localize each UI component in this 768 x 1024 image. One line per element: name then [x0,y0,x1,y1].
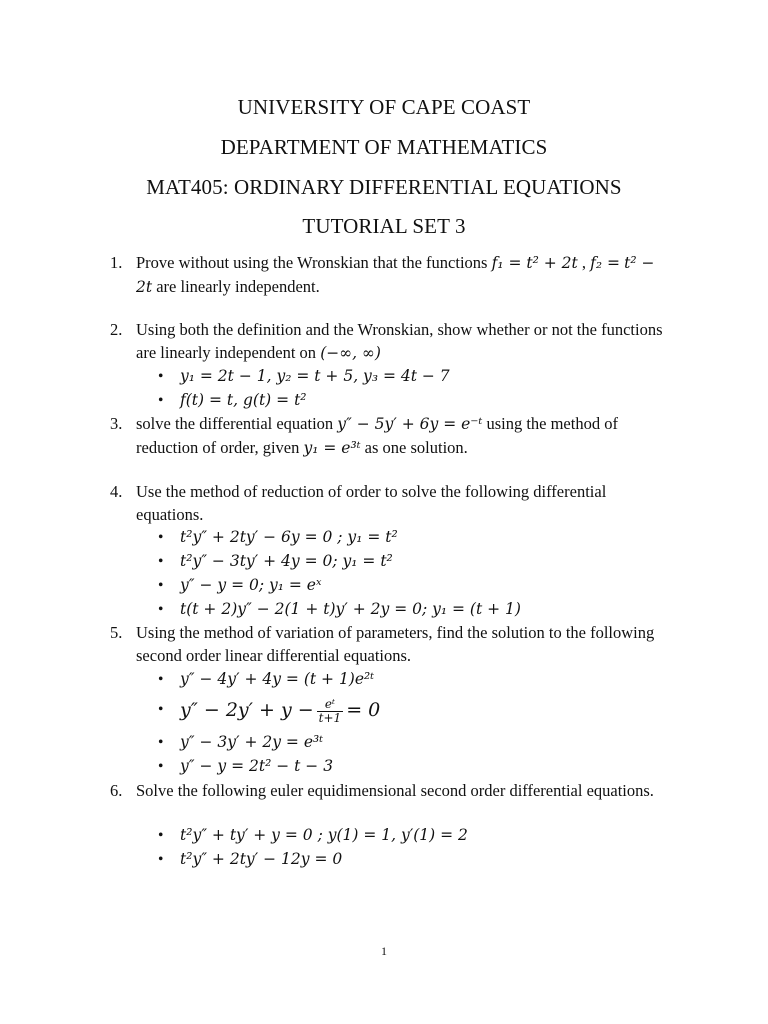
math-expression: y₁ = 2t − 1, y₂ = t + 5, y₃ = 4t − 7 [180,367,450,385]
fraction-denominator: t+1 [318,710,342,725]
department-title: DEPARTMENT OF MATHEMATICS [220,135,548,159]
math-expression: y″ − y = 2t² − t − 3 [180,757,334,775]
question-5 [110,621,670,667]
bullet-dot: • [158,758,164,775]
question-number: 6. [110,781,123,800]
bullet-dot: • [158,553,164,570]
fraction [317,698,344,725]
fraction-numerator: eᵗ [317,698,344,712]
math-expression: y″ − 2y′ + y − $\frac{\text{eᵗ}}{t+1}$ = 0 [180,696,381,725]
question-text: Using the method of variation of parameters, find the solution to the following second order linear differential equations. [136,623,655,665]
math-expression: t²y″ + 2ty′ − 12y = 0 [180,850,343,868]
math-expression: t²y″ − 3ty′ + 4y = 0; y₁ = t² [180,552,393,570]
bullet-dot: • [158,734,164,751]
question-number: 2. [110,320,123,339]
math-expression: y″ − 4y′ + 4y = (t + 1)e²ᵗ [180,670,375,688]
math-expression: t²y″ + 2ty′ − 6y = 0 ; y₁ = t² [180,528,398,546]
math-expression: f(t) = t, g(t) = t² [180,391,307,409]
math-expression: t²y″ + ty′ + y = 0 ; y(1) = 1, y′(1) = 2 [180,826,468,844]
question-text: solve the differential equation y″ − 5y′ + 6y = e⁻ᵗ using the method of reduction of order, given y₁ = e³ᵗ as one solution. [136,414,618,457]
question-text: Using both the definition and the Wronskian, show whether or not the functions are linearly independent on (−∞, ∞) [136,320,663,362]
math-expression: t(t + 2)y″ − 2(1 + t)y′ + 2y = 0; y₁ = (t + 1) [180,600,521,618]
question-number: 1. [110,253,123,272]
question-text: Solve the following euler equidimensional second order differential equations. [136,781,654,800]
question-2 [110,318,670,365]
bullet-dot: • [158,851,164,868]
page-number: 1 [381,944,387,958]
bullet-dot: • [158,392,164,409]
question-1 [110,251,670,299]
question-6 [110,779,670,802]
bullet-dot: • [158,601,164,618]
bullet-dot: • [158,671,164,688]
math-expression: y″ − 5y′ + 6y = e⁻ᵗ [337,415,483,433]
question-number: 3. [110,414,123,433]
question-text: Prove without using the Wronskian that the functions f₁ = t² + 2t , f₂ = t² − 2t are linearly independent. [136,253,655,296]
bullet-dot: • [158,368,164,385]
math-expression: y″ − 3y′ + 2y = e³ᵗ [180,733,324,751]
question-4 [110,480,670,526]
math-expression: y₁ = e³ᵗ [303,439,361,457]
bullet-dot: • [158,827,164,844]
math-expression: f₁ = t² + 2t [491,254,578,272]
bullet-dot: • [158,701,164,718]
university-title: UNIVERSITY OF CAPE COAST [237,95,531,119]
math-expression: f₂ = [590,254,620,272]
bullet-dot: • [158,577,164,594]
question-number: 4. [110,482,123,501]
math-expression: (−∞, ∞) [320,344,381,362]
tutorial-set-title: TUTORIAL SET 3 [302,214,466,238]
course-title: MAT405: ORDINARY DIFFERENTIAL EQUATIONS [146,175,622,199]
question-3 [110,412,670,460]
math-expression: t² − 2t [136,254,655,296]
question-number: 5. [110,623,123,642]
bullet-dot: • [158,529,164,546]
question-text: Use the method of reduction of order to solve the following differential equations. [136,482,607,524]
math-expression: y″ − y = 0; y₁ = eˣ [180,576,322,594]
